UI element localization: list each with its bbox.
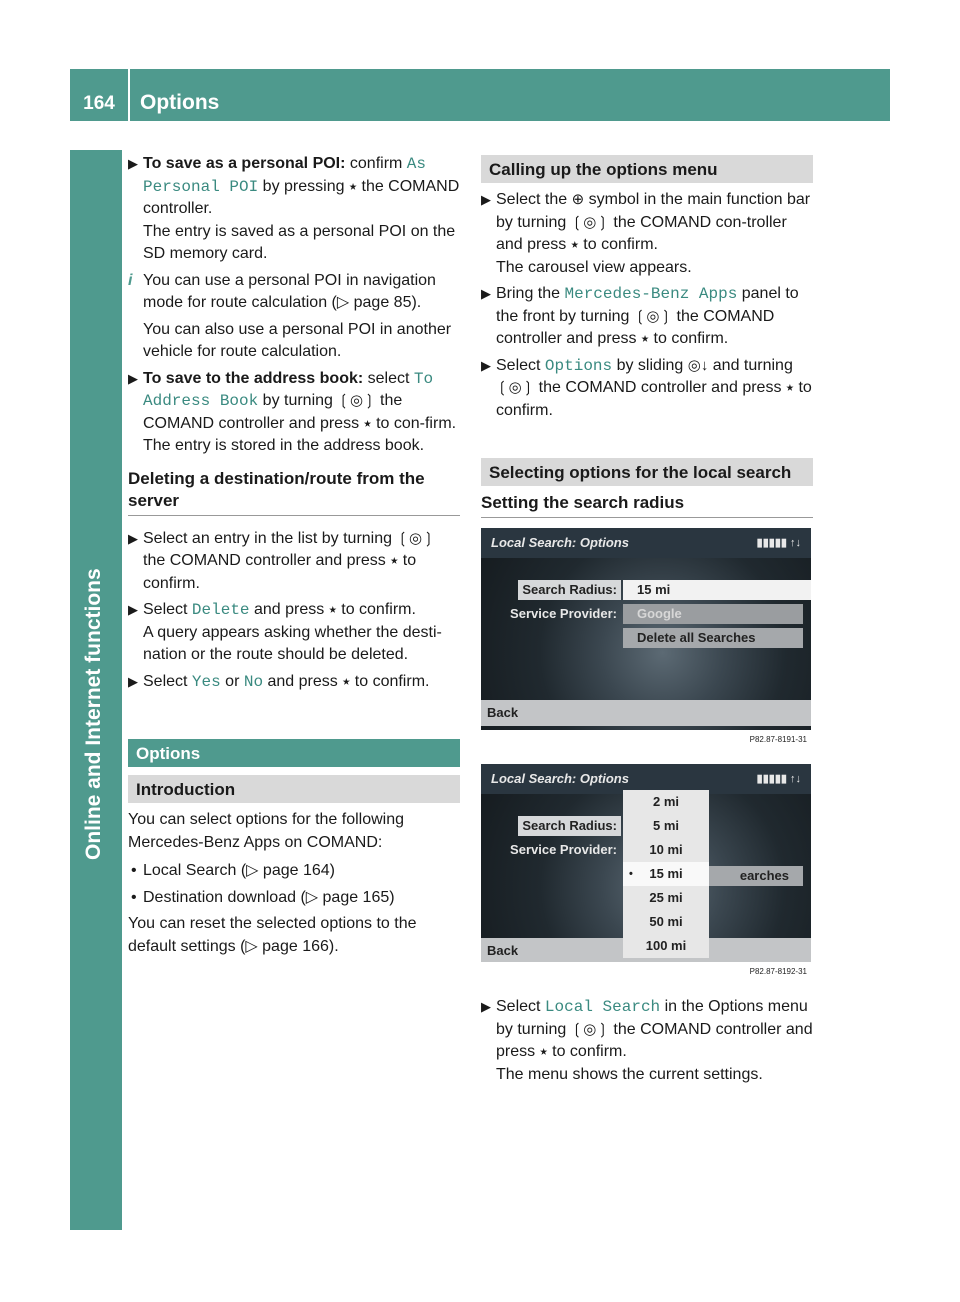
info-note — [128, 270, 460, 364]
text: in the Options menu by turning — [496, 998, 808, 1038]
subsection-calling-options: Calling up the options menu — [481, 155, 813, 183]
menu-item-options: Options — [544, 356, 613, 375]
text: Select — [143, 601, 192, 618]
right-column — [481, 153, 813, 1090]
text: the COMAND con-troller and press — [496, 213, 787, 253]
step-arrow-icon: ▶ — [128, 530, 138, 546]
text: A query appears asking whether the desti-nation or the route should be deleted. — [143, 623, 442, 663]
delete-all-searches-option: Delete all Searches — [623, 628, 803, 648]
figure-code: P82.87-8192-31 — [481, 962, 811, 982]
text: to confirm. — [350, 672, 430, 690]
screen-body — [481, 794, 811, 962]
list-item — [128, 887, 460, 910]
slide-icon: ◎↓ — [687, 356, 709, 374]
step-arrow-icon: ▶ — [128, 156, 138, 171]
screen-title — [481, 528, 811, 558]
page-reference: ▷ page 85 — [336, 294, 412, 311]
turn-icon: ❲◎❳ — [496, 379, 535, 396]
press-icon: ⭑ — [640, 330, 650, 347]
header-divider — [128, 69, 130, 121]
screen-title-text: Local Search: Options — [491, 535, 629, 550]
radius-option: 2 mi — [652, 794, 679, 809]
text: confirm — [345, 155, 407, 172]
menu-item-delete: Delete — [191, 601, 250, 619]
radius-option: 5 mi — [652, 818, 679, 833]
text: The menu shows the current settings. — [496, 1065, 763, 1083]
text: the COMAND controller. — [143, 177, 460, 217]
text: the COMAND controller and press — [496, 1020, 813, 1060]
step-save-personal-poi — [128, 153, 460, 266]
delete-all-searches-option: earches — [623, 866, 803, 886]
page-header — [70, 69, 890, 121]
press-icon: ⭑ — [348, 177, 358, 195]
text: The entry is stored in the address book. — [143, 437, 425, 454]
text: the COMAND controller and press — [143, 392, 403, 432]
text: ) — [389, 888, 395, 906]
figure-code: P82.87-8191-31 — [481, 730, 811, 750]
text: to confirm. — [143, 552, 417, 592]
radius-option-selected — [623, 862, 709, 886]
section-options: Options — [128, 739, 460, 767]
text: ). — [328, 937, 339, 955]
radius-option-label: 15 mi — [649, 866, 683, 881]
heading-search-radius: Setting the search radius — [481, 492, 813, 518]
radius-option: 50 mi — [649, 914, 683, 929]
screenshot-options-2 — [481, 764, 811, 982]
text: Select — [496, 998, 545, 1015]
turn-icon: ❲◎❳ — [570, 213, 609, 231]
press-icon: ⭑ — [363, 414, 372, 432]
step-select-entry — [128, 528, 460, 596]
reset-text — [128, 913, 460, 958]
text: ) — [329, 862, 335, 879]
page-reference: ▷ page 166 — [245, 937, 329, 955]
step-select-options — [481, 355, 813, 423]
step-bring-apps-panel — [481, 283, 813, 351]
signal-icon: ▮▮▮▮▮ ↑↓ — [756, 537, 801, 549]
radius-option: 25 mi — [649, 890, 683, 905]
list-item — [128, 860, 460, 883]
text: the COMAND controller and press — [534, 379, 786, 396]
turn-icon: ❲◎❳ — [633, 307, 673, 325]
delete-searches-row — [481, 628, 811, 648]
menu-item-mercedes-benz-apps: Mercedes-Benz Apps — [564, 285, 738, 303]
press-icon: ⭑ — [785, 379, 794, 396]
step-select-local-search — [481, 996, 813, 1086]
text: Select an entry in the list by turning — [143, 529, 397, 547]
text: symbol in the main function bar by turning — [496, 191, 811, 231]
text: the COMAND controller and press — [496, 307, 775, 347]
intro-text: You can select options for the following Mercedes-Benz Apps on COMAND: — [128, 811, 405, 851]
screen-title-text: Local Search: Options — [491, 771, 629, 786]
text: You can use a personal POI in navigation mode for route calculation ( — [143, 271, 436, 311]
menu-item-address-book: To Address Book — [143, 369, 434, 410]
text: You can reset the selected options to the default settings ( — [128, 915, 417, 955]
text: or — [220, 672, 244, 690]
menu-item-local-search: Local Search — [544, 998, 661, 1016]
service-provider-label: Service Provider: — [510, 842, 617, 857]
side-tab — [70, 150, 122, 1230]
step-label: To save to the address book: — [143, 369, 364, 387]
press-icon: ⭑ — [539, 1043, 548, 1060]
left-column — [128, 153, 460, 958]
turn-icon: ❲◎❳ — [396, 529, 435, 547]
text: to confirm. — [496, 379, 812, 419]
text: panel to the front by turning — [496, 285, 799, 325]
step-arrow-icon: ▶ — [128, 370, 138, 386]
text: Bring the — [496, 285, 565, 302]
subsection-selecting-options: Selecting options for the local search — [481, 458, 813, 486]
side-tab-label: Online and Internet functions — [82, 568, 105, 860]
menu-item-personal-poi: As Personal POI — [143, 155, 426, 196]
subsection-introduction: Introduction — [128, 775, 460, 803]
service-provider-label: Service Provider: — [510, 606, 617, 621]
page-title: Options — [140, 91, 220, 114]
search-radius-row — [481, 580, 811, 600]
service-provider-row — [481, 604, 811, 624]
page-number: 164 — [83, 93, 115, 114]
text: and press — [263, 672, 343, 690]
back-button: Back — [481, 700, 811, 726]
step-arrow-icon: ▶ — [481, 999, 491, 1014]
radius-option: 100 mi — [645, 938, 687, 953]
bullet-icon: • — [131, 888, 137, 906]
text: by pressing — [258, 177, 349, 195]
page-reference: ▷ page 165 — [305, 888, 390, 906]
turn-icon: ❲◎❳ — [570, 1020, 609, 1038]
text: to confirm. — [578, 236, 658, 253]
step-save-address-book — [128, 368, 460, 458]
text: Local Search ( — [143, 862, 247, 879]
text: to confirm. — [336, 601, 416, 618]
radius-dropdown-list — [623, 790, 709, 958]
step-arrow-icon: ▶ — [128, 602, 138, 617]
heading-delete-destination: Deleting a destination/route from the server — [128, 468, 460, 516]
search-radius-label: Search Radius: — [518, 816, 621, 836]
text: by sliding — [612, 356, 688, 374]
selected-dot-icon: • — [629, 868, 633, 880]
globe-icon: ⊕ — [571, 191, 585, 208]
screen-body — [481, 558, 811, 730]
step-select-delete — [128, 599, 460, 667]
text: and press — [249, 601, 329, 618]
info-icon: i — [128, 271, 133, 289]
turn-icon: ❲◎❳ — [337, 392, 376, 409]
text: Select the — [496, 191, 572, 208]
press-icon: ⭑ — [342, 672, 351, 690]
text: Destination download ( — [143, 888, 306, 906]
step-arrow-icon: ▶ — [481, 286, 491, 301]
signal-icon: ▮▮▮▮▮ ↑↓ — [756, 773, 801, 785]
text: by turning — [258, 392, 338, 409]
text: to confirm. — [649, 330, 729, 347]
press-icon: ⭑ — [328, 601, 337, 618]
bullet-icon: • — [131, 862, 137, 879]
text: Select — [143, 672, 192, 690]
text: Select — [496, 356, 545, 374]
search-radius-label: Search Radius: — [518, 580, 621, 600]
radius-option: 10 mi — [649, 842, 683, 857]
text: select — [363, 369, 414, 387]
text: You can also use a personal POI in another vehicle for route calculation. — [143, 320, 452, 360]
search-radius-value: 15 mi — [623, 580, 811, 600]
press-icon: ⭑ — [570, 236, 579, 253]
step-label: To save as a personal POI: — [143, 155, 346, 172]
press-icon: ⭑ — [390, 552, 399, 569]
text: the COMAND controller and press — [143, 552, 391, 569]
step-arrow-icon: ▶ — [128, 673, 138, 689]
text: The entry is saved as a personal POI on the SD memory card. — [143, 222, 456, 262]
text: and turning — [708, 356, 793, 374]
screenshot-options-1 — [481, 528, 811, 750]
menu-item-no: No — [243, 672, 264, 691]
text: ). — [411, 294, 422, 311]
menu-item-yes: Yes — [191, 672, 221, 691]
step-select-globe — [481, 189, 813, 279]
text: to confirm. — [547, 1043, 627, 1060]
step-arrow-icon: ▶ — [481, 357, 491, 373]
step-select-yes-no — [128, 671, 460, 694]
back-button: Back — [481, 938, 811, 964]
step-arrow-icon: ▶ — [481, 192, 491, 207]
text: The carousel view appears. — [496, 258, 692, 276]
text: to con-firm. — [371, 414, 457, 432]
provider-option: Google — [623, 604, 803, 624]
page-reference: ▷ page 164 — [246, 862, 330, 879]
